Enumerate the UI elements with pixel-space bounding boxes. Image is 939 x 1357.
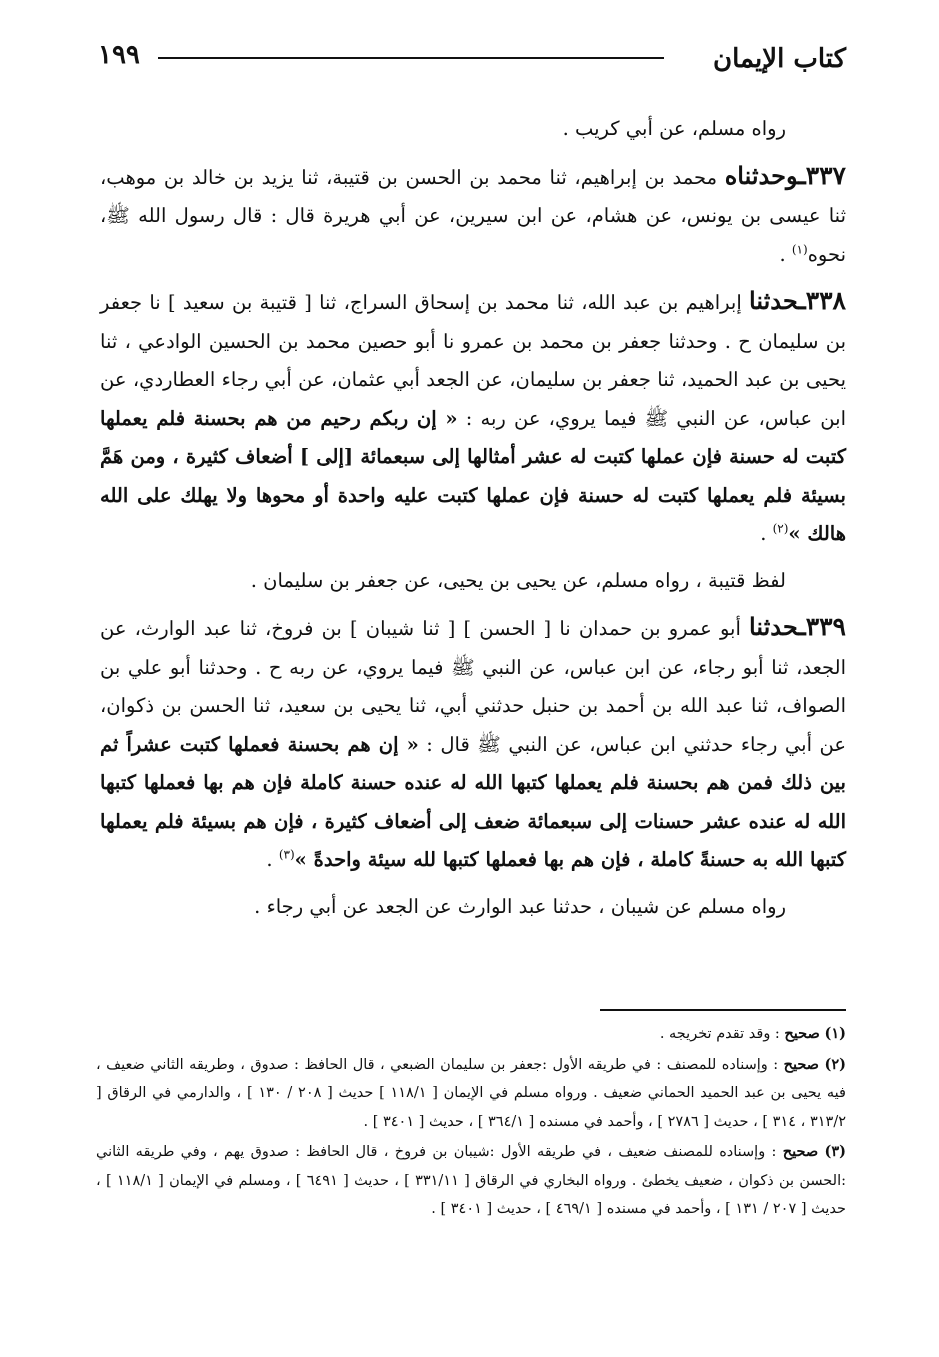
footnote-ref: (٣) xyxy=(278,847,295,862)
hadith-339 xyxy=(100,608,846,880)
sentence-end: . xyxy=(779,242,792,266)
paragraph-narration-3: لفظ قتيبة ، رواه مسلم، عن يحيى بن يحيى، عن جعفر بن سليمان . xyxy=(250,568,786,592)
footnote-text: : وقد تقدم تخريجه . xyxy=(659,1026,785,1042)
footnote-separator xyxy=(600,1009,846,1011)
hadith-number: ٣٣٩ـ xyxy=(798,612,846,641)
isnad-text: محمد بن إبراهيم، ثنا محمد بن الحسن بن قتيبة، ثنا يزيد بن خالد بن موهب، ثنا عيسى بن يونس، عن هشام، عن ابن سيرين، عن أبي هريرة قال : قال رسول الله ﷺ، نحوه xyxy=(100,165,846,266)
hadith-verb: وحدثناه xyxy=(724,160,799,190)
footnote-grade: صحيح xyxy=(782,1143,819,1160)
footnote-3 xyxy=(96,1138,846,1224)
hadith-verb: حدثنا xyxy=(749,286,799,315)
footnote-ref: (١) xyxy=(791,242,808,256)
page-number: ١٩٩ xyxy=(98,40,140,70)
footnote-text: : وإسناده للمصنف : في طريقه الأول :جعفر بن سليمان الضبعي ، قال الحافظ : صدوق ، وطريقه الثاني ضعيف ، فيه يحيى بن عبد الحميد الحماني ضعيف . ورواه مسلم في الإيمان [ ١١٨/١ ] حديث [ ٢٠٨ / ١٣٠ ] ، والدارمي في الرقاق [ ٣١٣/٢ ، ٣١٤ ] ، حديث [ ٢٧٨٦ ] ، وأحمد في مسنده [ ٣٦٤/١ ] ، حديث [ ٣٤٠١ ] . xyxy=(96,1056,846,1130)
matn-text: « إن هم بحسنة فعملها كتبت عشراً ثم بين ذلك فمن هم بحسنة فلم يعملها كتبها الله له عنده حسنة كاملة فإن هم بها فعملها كتبها الله له عنده عشر حسنات إلى سبعمائة ضعف إلى أضعاف كثيرة ، فإن هم بسيئة فلم يعملها كتبها الله به حسنةً كاملة ، فإن هم بها فعملها كتبها لله سيئة واحدةً » xyxy=(100,732,846,871)
isnad-text: إبراهيم بن عبد الله، ثنا محمد بن إسحاق السراج، ثنا [ قتيبة بن سعيد ] نا جعفر بن سليمان ح . وحدثنا جعفر بن محمد بن عمرو نا أبو حصين محمد بن الحسين الوادعي ، ثنا يحيى بن عبد الحميد، ثنا جعفر بن سليمان، عن الجعد أبي عثمان، عن أبي رجاء العطاردي، عن ابن عباس، عن النبي ﷺ فيما يروي، عن ربه : xyxy=(100,291,846,430)
hadith-number: ٣٣٧ـ xyxy=(798,160,846,190)
footnote-number: (٢) xyxy=(824,1055,847,1073)
hadith-338 xyxy=(100,282,846,554)
matn-text: « إن ربكم رحيم من هم بحسنة فلم يعملها كتبت له حسنة فإن عملها كتبت له عشر أمثالها إلى سبعمائة [إلى ] أضعاف كثيرة ، ومن هَمَّ بسيئة فلم يعملها كتبت له حسنة فإن عملها كتبت عليه واحدة أو محوها ولا يهلك على الله هالك » xyxy=(100,406,846,545)
isnad-text: أبو عمرو بن حمدان نا [ الحسن ] [ ثنا شيبان ] بن فروخ، ثنا عبد الوارث، عن الجعد، ثنا أبو رجاء، عن ابن عباس، عن النبي ﷺ فيما يروي، عن ربه ح . وحدثنا أبو علي بن الصواف، ثنا عبد الله بن أحمد بن حنبل حدثني أبي، ثنا يحيى بن سعيد، ثنا الحسن بن ذكوان، عن أبي رجاء حدثني ابن عباس، عن النبي ﷺ قال : xyxy=(100,617,846,756)
hadith-337 xyxy=(100,157,846,275)
footnote-grade: صحيح xyxy=(784,1025,820,1042)
chapter-title: كتاب الإيمان xyxy=(712,44,846,74)
hadith-number: ٣٣٨ـ xyxy=(798,286,846,315)
footnote-2 xyxy=(96,1051,846,1137)
sentence-end: . xyxy=(266,848,279,871)
footnotes xyxy=(96,1020,846,1226)
main-text xyxy=(100,110,846,934)
footnote-grade: صحيح xyxy=(783,1055,819,1073)
footnote-text: : وإسناده للمصنف ضعيف ، في طريقه الأول :شيبان بن فروخ ، قال الحافظ : صدوق يهم ، وفي طريقه الثاني :الحسن بن ذكوان ، ضعيف يخطئ . ورواه البخاري في الرقاق [ ٣٣١/١١ ] ، حديث [ ٦٤٩١ ] ، ومسلم في الإيمان [ ١١٨/١ ] ، حديث [ ٢٠٧ / ١٣١ ] ، وأحمد في مسنده [ ٤٦٩/١ ] ، حديث [ ٣٤٠١ ] . xyxy=(96,1144,846,1217)
sentence-end: . xyxy=(760,522,773,545)
page-header xyxy=(98,34,846,82)
paragraph-narration-5: رواه مسلم عن شيبان ، حدثنا عبد الوارث عن الجعد عن أبي رجاء . xyxy=(254,894,786,918)
footnote-number: (١) xyxy=(824,1025,846,1042)
footnote-ref: (٢) xyxy=(772,521,789,536)
footnote-1 xyxy=(96,1020,846,1049)
paragraph-narration-1: رواه مسلم، عن أبي كريب . xyxy=(562,117,786,140)
header-rule xyxy=(158,57,664,59)
footnote-number: (٣) xyxy=(824,1143,846,1160)
hadith-verb: حدثنا xyxy=(749,612,799,641)
